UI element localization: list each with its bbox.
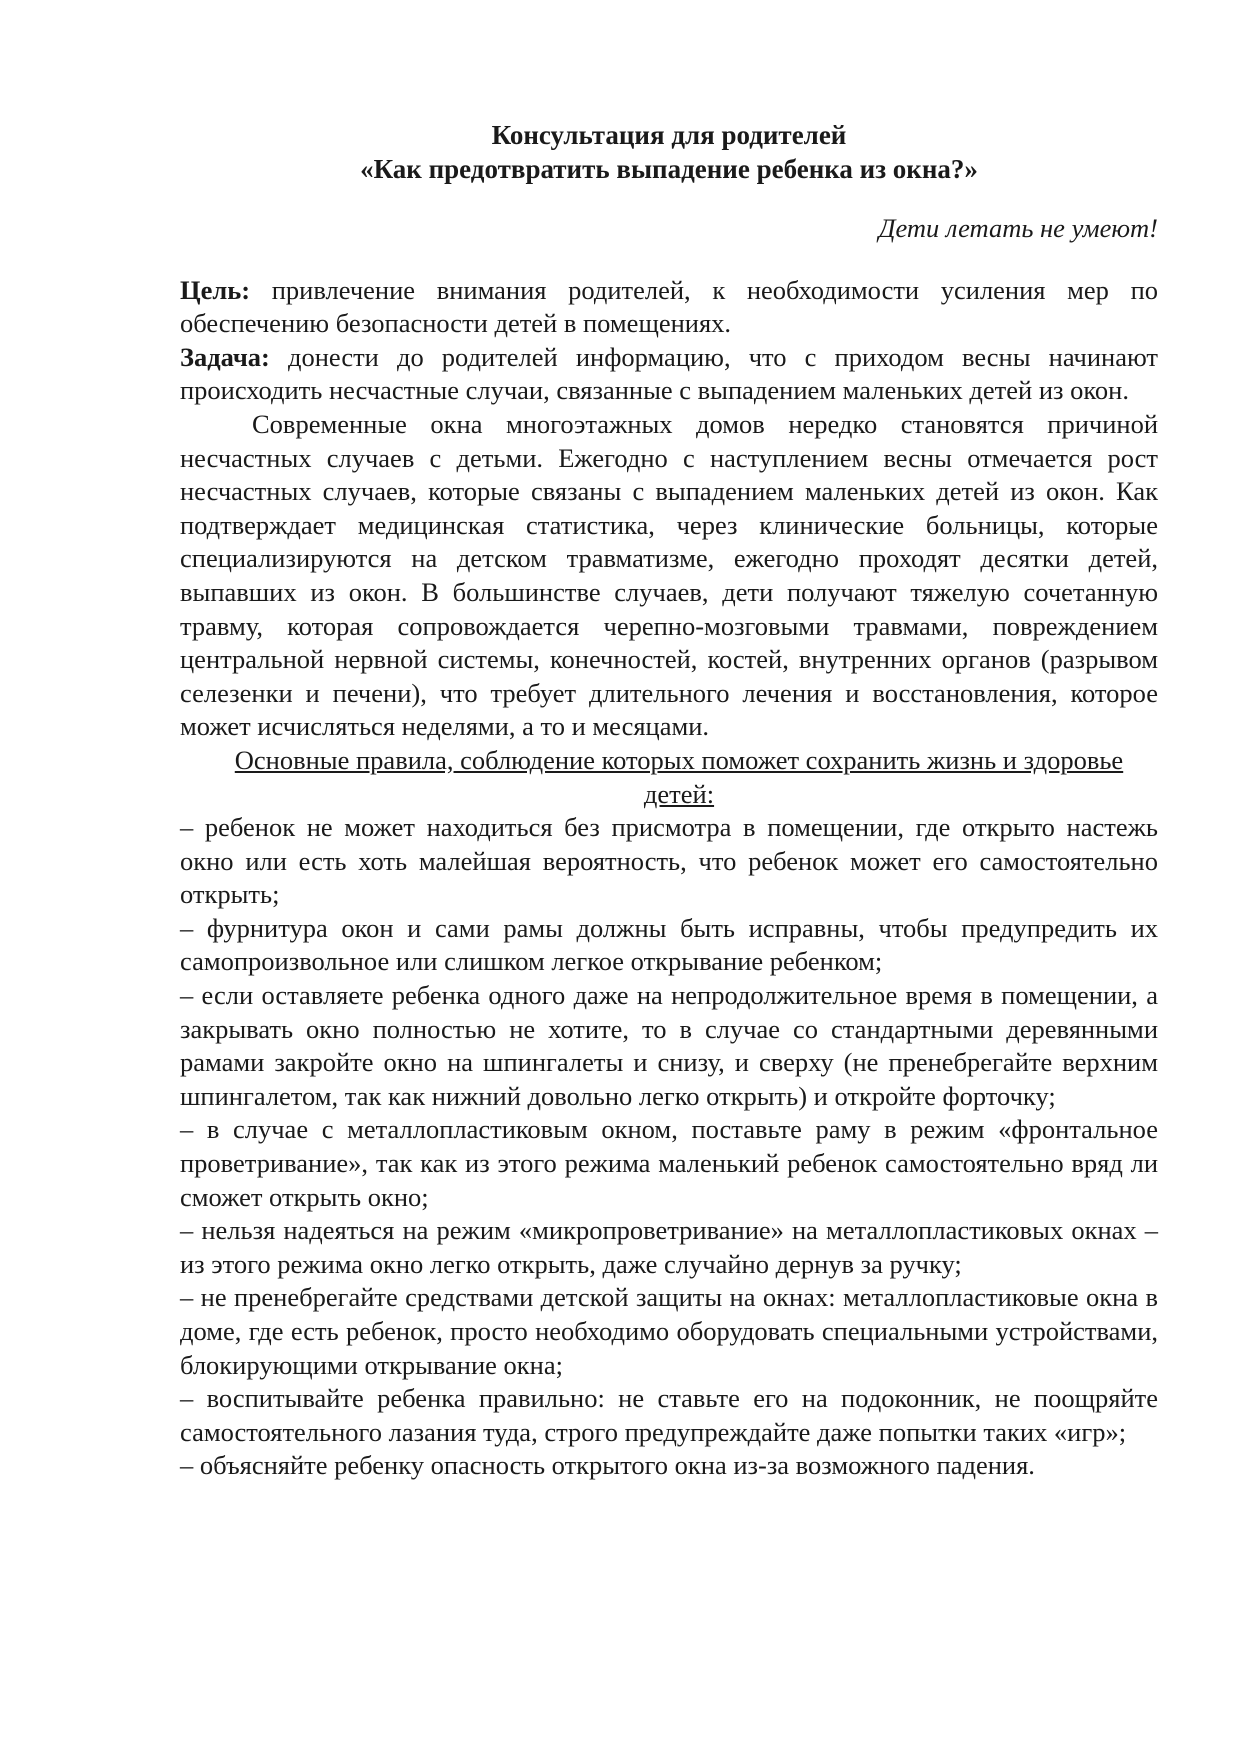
document-title [180,118,1158,186]
rule-item: – в случае с металлопластиковым окном, поставьте раму в режим «фронтальное проветривание», так как из этого режима маленький ребенок самостоятельно вряд ли сможет открыть окно; [180,1114,1158,1212]
rule-item: – если оставляете ребенка одного даже на непродолжительное время в помещении, а закрывать окно полностью не хотите, то в случае со стандартными деревянными рамами закройте окно на шпингалеты и снизу, и сверху (не пренебрегайте верхним шпингалетом, так как нижний довольно легко открыть) и откройте форточку; [180,980,1158,1111]
rule-item: – нельзя надеяться на режим «микропроветривание» на металлопластиковых окнах – из этого режима окно легко открыть, даже случайно дернув за ручку; [180,1215,1158,1279]
title-line-2: «Как предотвратить выпадение ребенка из окна?» [360,154,978,184]
goal-label: Цель: [180,274,251,305]
rule-item: – объясняйте ребенку опасность открытого окна из-за возможного падения. [180,1450,1035,1481]
intro-paragraph: Современные окна многоэтажных домов нередко становятся причиной несчастных случаев с детьми. Ежегодно с наступлением весны отмечается рост несчастных случаев, которые связаны с выпадением маленьких детей из окон. Как подтверждает медицинская статистика, через клинические больницы, которые специализируются на детском травматизме, ежегодно проходят десятки детей, выпавших из окон. В большинстве случаев, дети получают тяжелую сочетанную травму, которая сопровождается черепно-мозговыми травмами, повреждением центральной нервной системы, конечностей, костей, внутренних органов (разрывом селезенки и печени), что требует длительного лечения и восстановления, которое может исчисляться неделями, а то и месяцами. [180,408,1158,742]
rule-item: – ребенок не может находиться без присмотра в помещении, где открыто настежь окно или есть хоть малейшая вероятность, что ребенок может его самостоятельно открыть; [180,812,1158,910]
rule-item: – не пренебрегайте средствами детской защиты на окнах: металлопластиковые окна в доме, где есть ребенок, просто необходимо оборудовать специальными устройствами, блокирующими открывание окна; [180,1282,1158,1380]
goal-text: привлечение внимания родителей, к необходимости усиления мер по обеспечению безопасности детей в помещениях. [180,274,1158,339]
task-text: донести до родителей информацию, что с приходом весны начинают происходить несчастные случаи, связанные с выпадением маленьких детей из окон. [180,341,1158,406]
epigraph: Дети летать не умеют! [878,213,1158,243]
rule-item: – фурнитура окон и сами рамы должны быть исправны, чтобы предупредить их самопроизвольное или слишком легкое открывание ребенком; [180,912,1158,977]
rule-item: – воспитывайте ребенка правильно: не ставьте его на подоконник, не поощряйте самостоятельного лазания туда, строго предупреждайте даже попытки таких «игр»; [180,1383,1158,1447]
title-line-1: Консультация для родителей [491,120,847,150]
rules-list [180,811,1158,1483]
task-paragraph [180,341,1158,408]
rules-heading: Основные правила, соблюдение которых поможет сохранить жизнь и здоровье детей: [234,744,1124,809]
document-body [180,118,1158,1483]
goal-paragraph [180,274,1158,341]
task-label: Задача: [180,341,270,372]
